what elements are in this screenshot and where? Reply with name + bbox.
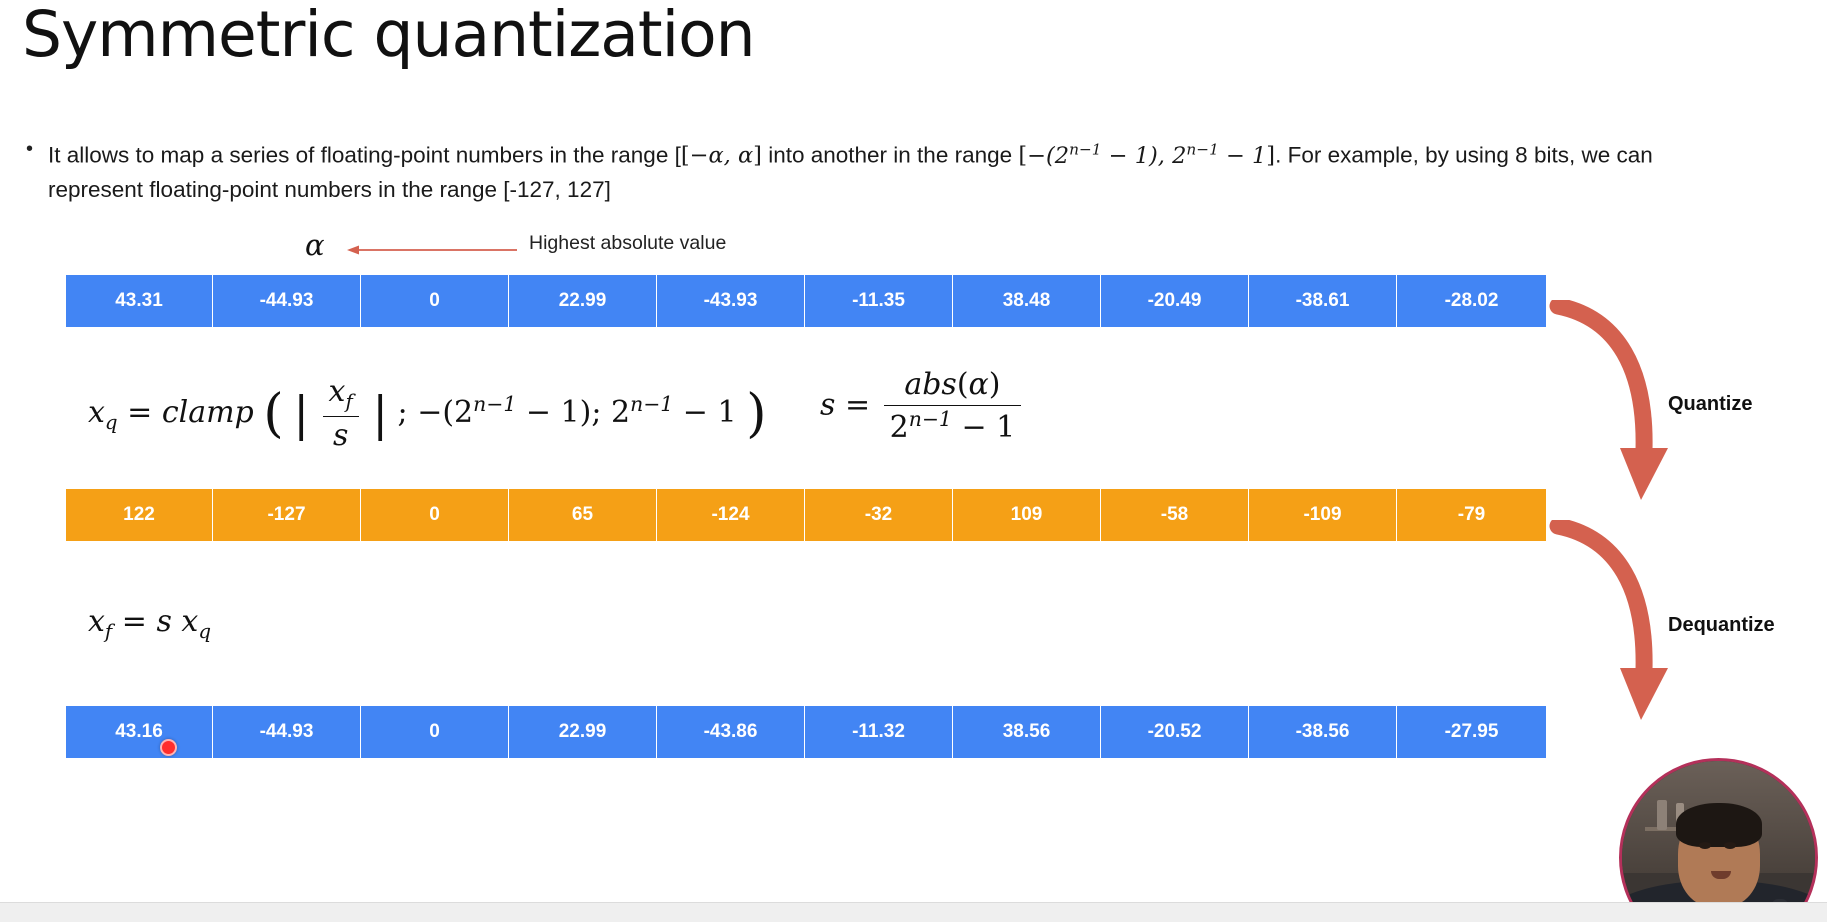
cell-quant-5: -32 [805, 489, 953, 541]
cell-float-in-6: 38.48 [953, 275, 1101, 327]
cell-float-in-3: 22.99 [509, 275, 657, 327]
cell-float-in-2: 0 [361, 275, 509, 327]
cell-float-out-7: -20.52 [1101, 706, 1249, 758]
quantize-formula: $x_q$ = clamp ( | $\frac{x_f}{s}$ | ; $-(2^{n-1} - 1)$; $2^{n-1} - 1$ ) [88, 374, 767, 453]
cell-float-out-4: -43.86 [657, 706, 805, 758]
alpha-symbol: α [305, 228, 325, 262]
bullet-marker: • [26, 138, 34, 160]
cell-quant-9: -79 [1397, 489, 1546, 541]
cell-float-out-1: -44.93 [213, 706, 361, 758]
bullet-paragraph [26, 132, 1656, 207]
cell-float-in-0: 43.31 [66, 275, 213, 327]
cell-float-out-2: 0 [361, 706, 509, 758]
dequantize-arrow [1540, 520, 1685, 745]
cell-quant-8: -109 [1249, 489, 1397, 541]
cell-quant-7: -58 [1101, 489, 1249, 541]
bullet-text-part1: It allows to map a series of floating-point numbers in the range [ [48, 142, 681, 168]
cell-float-out-9: -27.95 [1397, 706, 1546, 758]
dequantize-formula: $x_f = s$ $x_q$ [88, 604, 211, 643]
cell-float-in-9: -28.02 [1397, 275, 1546, 327]
cell-float-in-4: -43.93 [657, 275, 805, 327]
alpha-pointer-arrow [345, 243, 520, 257]
quantize-arrow [1540, 300, 1685, 525]
cell-float-in-1: -44.93 [213, 275, 361, 327]
page-title: Symmetric quantization [22, 0, 755, 71]
cell-float-in-7: -20.49 [1101, 275, 1249, 327]
cell-quant-4: -124 [657, 489, 805, 541]
cell-float-out-3: 22.99 [509, 706, 657, 758]
cell-float-in-5: -11.35 [805, 275, 953, 327]
bullet-text: It allows to map a series of floating-point numbers in the range [[−α, α] into another in the range [$-(2^{n-1} - 1)$, $2^{n-1} - 1$]. For example, by using 8 bits, we can represent floating-point numbers in the range [-127, 127] [48, 140, 1653, 202]
highest-absolute-value-caption: Highest absolute value [529, 232, 727, 254]
cell-quant-0: 122 [66, 489, 213, 541]
cell-float-out-0: 43.16 [66, 706, 213, 758]
cell-float-out-5: -11.32 [805, 706, 953, 758]
cell-float-out-8: -38.56 [1249, 706, 1397, 758]
presenter-webcam-bubble [1619, 758, 1818, 902]
original-float-row [66, 275, 1546, 327]
scale-formula: s = $\frac{\text{abs(α)}}{2^{n-1} - 1}$ [820, 368, 1025, 445]
cursor-pointer-dot [160, 739, 177, 756]
cell-quant-6: 109 [953, 489, 1101, 541]
dequantize-label: Dequantize [1668, 614, 1775, 636]
quantized-int-row [66, 489, 1546, 541]
bullet-text-part2: into another in the range [761, 142, 1019, 168]
bullet-text-part3: . For example, by using 8 bits, we can represent floating-point numbers in the range [-127, 127] [48, 142, 1653, 202]
cell-float-in-8: -38.61 [1249, 275, 1397, 327]
webcam-object-left [1657, 800, 1667, 830]
cell-quant-3: 65 [509, 489, 657, 541]
cell-float-out-6: 38.56 [953, 706, 1101, 758]
dequantized-float-row [66, 706, 1546, 758]
quantize-label: Quantize [1668, 393, 1753, 415]
cell-quant-1: -127 [213, 489, 361, 541]
bottom-bar [0, 902, 1827, 922]
cell-quant-2: 0 [361, 489, 509, 541]
presenter-hair [1676, 803, 1762, 847]
